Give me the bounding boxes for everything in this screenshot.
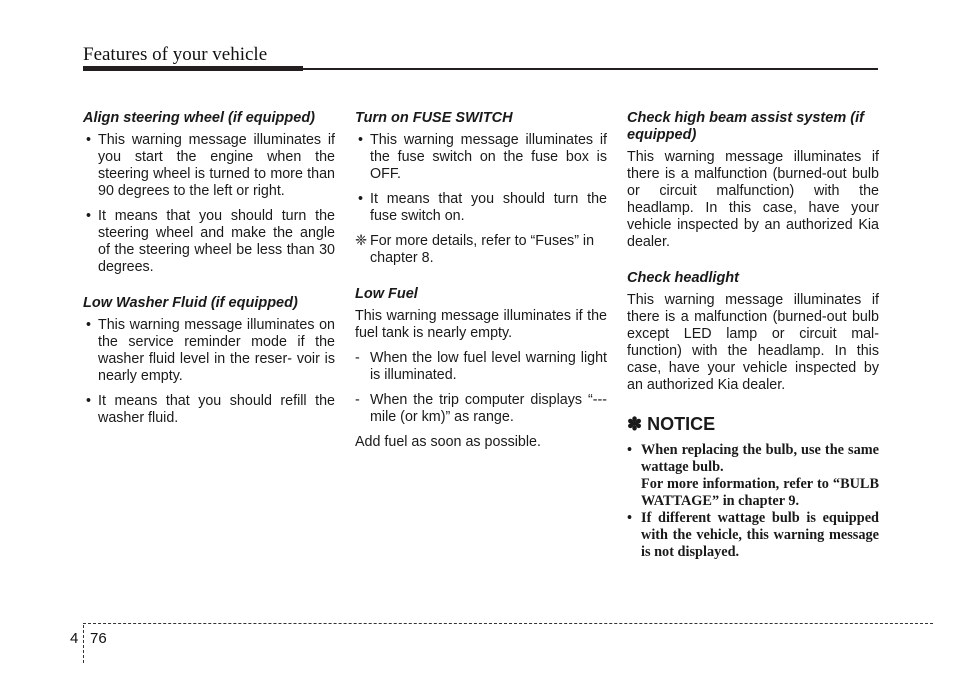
dash-mark: - [355,350,360,366]
bullet-item: • It means that you should turn the steering wheel and make the angle of the steering wheel be less than 30 degrees. [83,208,335,276]
paragraph: This warning message illuminates if there is a malfunction (burned-out bulb except LED lamp or circuit mal- function) with the headlamp. In this case, have your vehicle inspected by an authorized Kia dealer. [627,292,879,393]
bullet-mark: • [627,442,633,458]
notice-bullet [627,442,879,476]
reference-note-text: For more details, refer to “Fuses” in chapter 8. [370,233,595,266]
bullet-item: • This warning message illuminates if you start the engine when the steering wheel is turned to more than 90 degrees to the left or right. [83,132,335,200]
dash-item [355,392,607,426]
page-header-title: Features of your vehicle [83,44,268,65]
notice-continuation: For more information, refer to “BULB WATTAGE” in chapter 9. [641,476,879,509]
header-bar [83,66,303,71]
header-rule [303,68,878,70]
chapter-number: 4 [70,630,79,647]
dash-item [355,350,607,384]
notice-bullet [627,510,879,561]
dash-item-text: When the low fuel level warning light is illuminated. [370,350,607,383]
notice-bullet-text: If different wattage bulb is equipped with the vehicle, this warning message is not displayed. [641,510,879,560]
heading-low-washer-fluid: Low Washer Fluid (if equipped) [83,295,298,311]
bullet-item: • This warning message illuminates if the fuse switch on the fuse box is OFF. [355,132,607,183]
notice-bullet-text: When replacing the bulb, use the same wattage bulb. [641,442,879,475]
footer-rule [83,623,933,624]
paragraph: Add fuel as soon as possible. [355,434,541,450]
heading-align-steering-wheel: Align steering wheel (if equipped) [83,110,316,126]
heading-high-beam-assist: Check high beam assist system (if equipped) [627,110,864,143]
paragraph: This warning message illuminates if there is a malfunction (burned-out bulb or circuit malfunction) with the headlamp. In this case, have your vehicle inspected by an authorized Kia dealer. [627,149,879,250]
bullet-item: • It means that you should turn the fuse switch on. [355,191,607,225]
notice-title: ✽ NOTICE [627,414,716,434]
heading-low-fuel: Low Fuel [355,286,418,302]
page-number: 76 [90,630,107,647]
paragraph: This warning message illuminates if the fuel tank is nearly empty. [355,308,607,341]
footer-divider [83,625,84,663]
heading-check-headlight: Check headlight [627,270,739,286]
column-3 [627,110,879,561]
bullet-item: • It means that you should refill the washer fluid. [83,393,335,427]
dash-mark: - [355,392,360,408]
column-1 [83,110,335,435]
bullet-mark: • [627,510,633,526]
dash-item-text: When the trip computer displays “--- mile (or km)” as range. [370,392,607,425]
bullet-item: • This warning message illuminates on the service reminder mode if the washer fluid level in the reser- voir is nearly empty. [83,317,335,385]
column-2 [355,110,607,459]
heading-fuse-switch: Turn on FUSE SWITCH [355,110,513,126]
reference-note [355,233,607,267]
note-mark-icon: ❈ [355,233,367,249]
